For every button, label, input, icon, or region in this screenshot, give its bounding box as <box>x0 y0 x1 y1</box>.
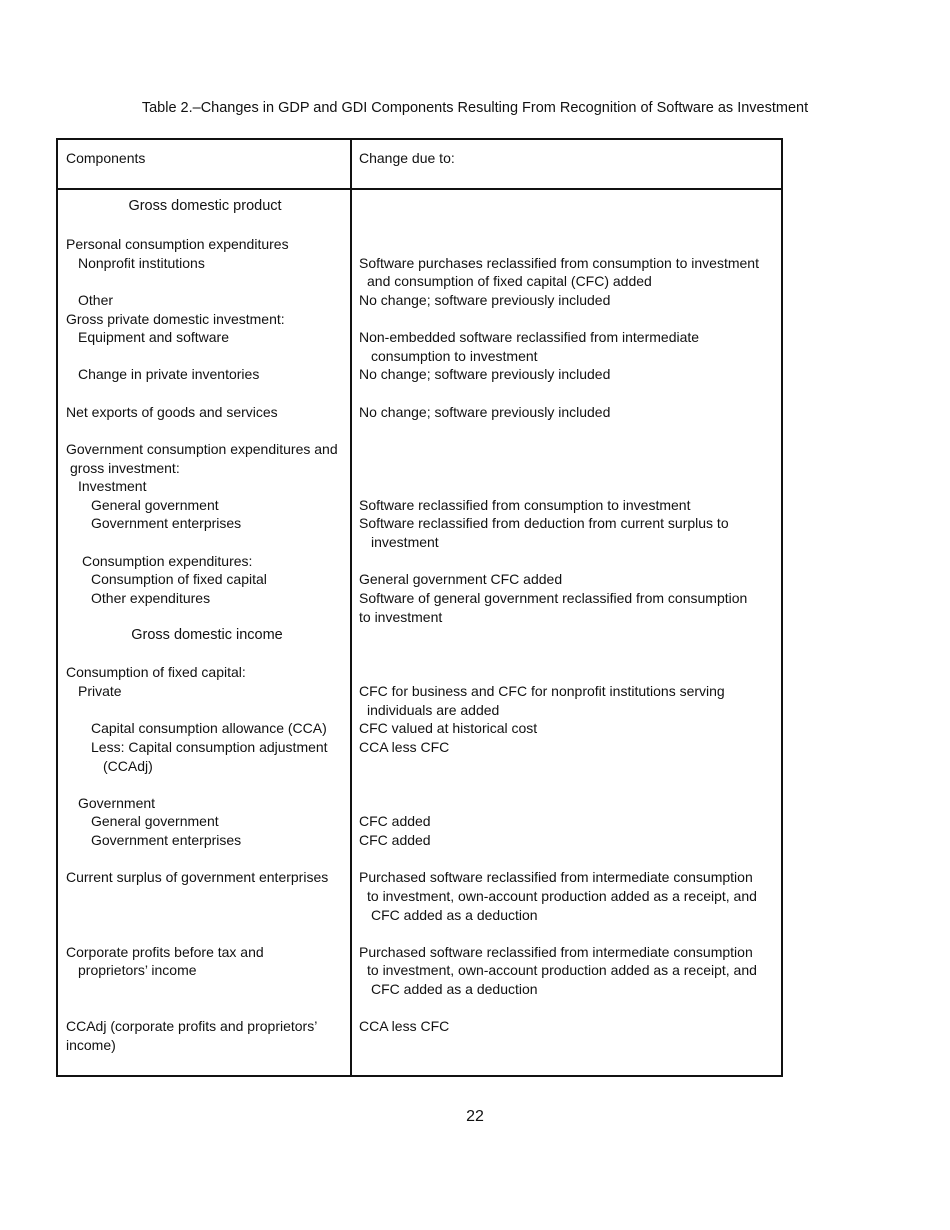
component-pce: Personal consumption expenditures <box>66 236 289 252</box>
component-equipment-software: Equipment and software <box>78 329 229 345</box>
change-private-2: individuals are added <box>367 702 500 718</box>
component-gpdi: Gross private domestic investment: <box>66 311 285 327</box>
change-nonprofit-2: and consumption of fixed capital (CFC) added <box>367 273 652 289</box>
component-ccadj-income: income) <box>66 1037 116 1053</box>
change-equipment-1: Non-embedded software reclassified from intermediate <box>359 329 700 345</box>
component-government-enterprises: Government enterprises <box>91 515 242 531</box>
component-consumption-expenditures: Consumption expenditures: <box>82 553 253 569</box>
change-government-enterprises-1: Software reclassified from deduction from current surplus to <box>359 515 729 531</box>
change-corporate-profits-1: Purchased software reclassified from intermediate consumption <box>359 944 753 960</box>
component-less-ccadj: Less: Capital consumption adjustment <box>91 739 328 755</box>
change-corporate-profits-3: CFC added as a deduction <box>371 981 538 997</box>
components-table <box>56 138 783 1077</box>
component-ccadj-abbr: (CCAdj) <box>103 758 153 774</box>
change-nonprofit-1: Software purchases reclassified from consumption to investment <box>359 255 759 271</box>
table-title: Table 2.–Changes in GDP and GDI Components Resulting From Recognition of Software as Investment <box>141 100 809 116</box>
component-investment: Investment <box>78 478 147 494</box>
component-cfc: Consumption of fixed capital <box>91 571 267 587</box>
component-ccadj: CCAdj (corporate profits and proprietors’ <box>66 1018 318 1034</box>
component-gross-investment: gross investment: <box>70 460 180 476</box>
component-government: Government <box>78 795 156 811</box>
component-government-ce: Government consumption expenditures and <box>66 441 338 457</box>
component-corporate-profits: Corporate profits before tax and <box>66 944 264 960</box>
component-proprietors-income: proprietors’ income <box>78 962 197 978</box>
change-general-government: Software reclassified from consumption to investment <box>359 497 691 513</box>
change-other-expenditures-1: Software of general government reclassified from consumption <box>359 590 748 606</box>
change-cfc: General government CFC added <box>359 571 563 587</box>
header-components: Components <box>66 150 146 166</box>
header-divider <box>58 188 781 190</box>
component-net-exports: Net exports of goods and services <box>66 404 278 420</box>
change-cca: CFC valued at historical cost <box>359 720 538 736</box>
component-nonprofit: Nonprofit institutions <box>78 255 205 271</box>
change-corporate-profits-2: to investment, own-account production added as a receipt, and <box>367 962 757 978</box>
change-current-surplus-1: Purchased software reclassified from intermediate consumption <box>359 869 753 885</box>
page-number: 22 <box>466 1108 484 1125</box>
component-cca: Capital consumption allowance (CCA) <box>91 720 327 736</box>
component-other-expenditures: Other expenditures <box>91 590 211 606</box>
change-ccadj: CCA less CFC <box>359 1018 450 1034</box>
component-private: Private <box>78 683 122 699</box>
change-private-1: CFC for business and CFC for nonprofit institutions serving <box>359 683 725 699</box>
change-other-expenditures-2: to investment <box>359 609 443 625</box>
change-less-ccadj: CCA less CFC <box>359 739 450 755</box>
change-equipment-2: consumption to investment <box>371 348 538 364</box>
component-cfc-gdi: Consumption of fixed capital: <box>66 664 246 680</box>
change-government-enterprises-2: investment <box>371 534 439 550</box>
component-gdi-government-enterprises: Government enterprises <box>91 832 242 848</box>
change-net-exports: No change; software previously included <box>359 404 611 420</box>
component-gdi-general-government: General government <box>91 813 219 829</box>
change-current-surplus-3: CFC added as a deduction <box>371 907 538 923</box>
change-other: No change; software previously included <box>359 292 611 308</box>
change-inventories: No change; software previously included <box>359 366 611 382</box>
change-gdi-general-government: CFC added <box>359 813 431 829</box>
column-divider <box>350 140 352 1075</box>
component-current-surplus: Current surplus of government enterprises <box>66 869 329 885</box>
change-gdi-government-enterprises: CFC added <box>359 832 431 848</box>
section-heading-gdp: Gross domestic product <box>128 198 282 214</box>
component-general-government: General government <box>91 497 219 513</box>
change-current-surplus-2: to investment, own-account production added as a receipt, and <box>367 888 757 904</box>
header-change: Change due to: <box>359 150 455 166</box>
component-change-inventories: Change in private inventories <box>78 366 260 382</box>
section-heading-gdi: Gross domestic income <box>131 627 283 643</box>
component-other: Other <box>78 292 114 308</box>
